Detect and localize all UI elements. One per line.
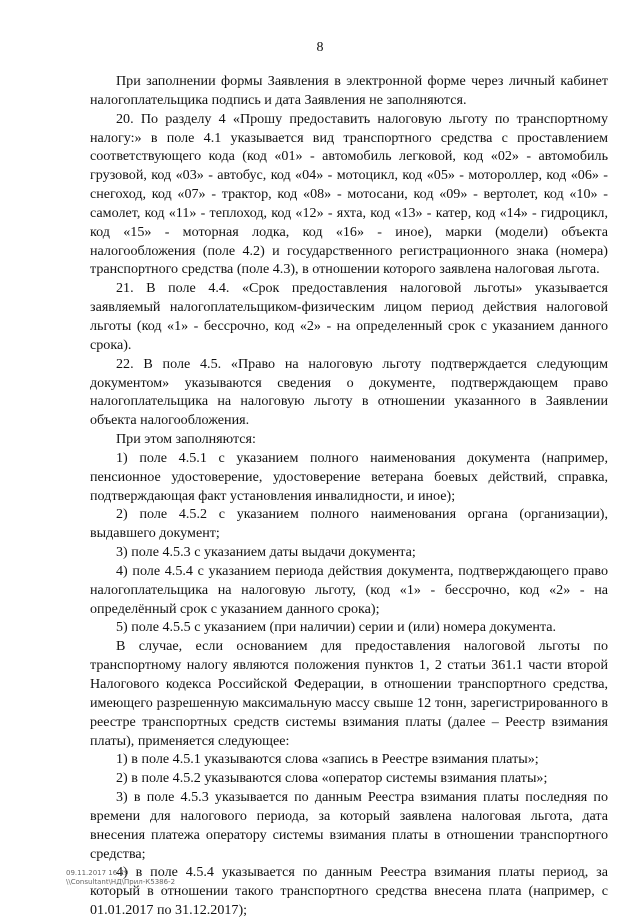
list-item-field-4-5-4: 4) поле 4.5.4 с указанием периода действия документа, подтверждающего право налогоплательщика на налоговую льготу, (код «1» - бессрочно, код «2» - на определённый срок с указанием данного срока); — [90, 562, 608, 617]
list-item-field-4-5-5: 5) поле 4.5.5 с указанием (при наличии) серии и (или) номера документа. — [116, 619, 557, 636]
list-item-registry-field-4-5-2: 2) в поле 4.5.2 указываются слова «оператор системы взимания платы»; — [116, 770, 548, 787]
footer-file-path: \\Consultant\НД\Прил-К5386-2 — [66, 878, 176, 886]
paragraph-item-22: 22. В поле 4.5. «Право на налоговую льготу подтверждается следующим документом» указываются сведения о документе, подтверждающем право налогоплательщика на налоговую льготу в отношении указанного в Заявлении объекта налогообложения. — [90, 355, 608, 429]
paragraph-item-21: 21. В поле 4.4. «Срок предоставления налоговой льготы» указывается заявляемый налогоплательщиком-физическим лицом период действия налоговой льготы (код «1» - бессрочно, код «2» - на определенный срок с указанием данного срока). — [90, 280, 608, 353]
paragraph-item-20: 20. По разделу 4 «Прошу предоставить налоговую льготу по транспортному налогу:» в поле 4.1 указывается вид транспортного средства с проставлением соответствующего кода (код «01» - автомобиль легковой, код «02» - автомобиль грузовой, код «03» - автобус, код «04» - мотоцикл, код «05» - мотороллер, код «06» - снегоход, код «07» - трактор, код «08» - мотосани, код «09» - вертолет, код «10» - самолет, код «11» - теплоход, код «12» - яхта, код «13» - катер, код «14» - гидроцикл, код «15» - моторная лодка, код «16» - иное), марки (модели) объекта налогообложения (поле 4.2) и государственного регистрационного знака (номера) транспортного средства (поле 4.3), в отношении которого заявлена налоговая льгота. — [90, 110, 608, 278]
paragraph-electronic-form-note: При заполнении формы Заявления в электронной форме через личный кабинет налогоплательщика подпись и дата Заявления не заполняются. — [90, 73, 608, 108]
footer-timestamp: 09.11.2017 16:29 — [66, 869, 129, 877]
paragraph-toll-registry-case: В случае, если основанием для предоставления налоговой льготы по транспортному налогу являются положения пунктов 1, 2 статьи 361.1 части второй Налогового кодекса Российской Федерации, в отношении транспортного средства, имеющего разрешенную максимальную массу свыше 12 тонн, зарегистрированного в реестре транспортных средств системы взимания платы (далее – Реестр взимания платы), применяется следующее: — [90, 638, 608, 749]
list-item-registry-field-4-5-4: 4) в поле 4.5.4 указывается по данным Реестра взимания платы период, за который в отношении такого транспортного средства внесена плата (например, с 01.01.2017 по 31.12.2017); — [90, 864, 608, 919]
list-item-registry-field-4-5-1: 1) в поле 4.5.1 указываются слова «запись в Реестре взимания платы»; — [116, 751, 539, 768]
list-item-registry-field-4-5-3: 3) в поле 4.5.3 указывается по данным Реестра взимания платы последняя по времени для налогового периода, за который заявлена налоговая льгота, дата внесения платежа оператору системы взимания платы в отношении транспортного средства; — [90, 789, 608, 862]
document-footer — [66, 869, 175, 887]
page-number: 8 — [316, 40, 324, 55]
document-body — [90, 72, 608, 920]
paragraph-filled-fields-intro: При этом заполняются: — [116, 431, 256, 448]
list-item-field-4-5-2: 2) поле 4.5.2 с указанием полного наименования органа (организации), выдавшего документ; — [90, 506, 608, 542]
list-item-field-4-5-3: 3) поле 4.5.3 с указанием даты выдачи документа; — [116, 544, 416, 561]
list-item-field-4-5-1: 1) поле 4.5.1 с указанием полного наименования документа (например, пенсионное удостоверение, удостоверение ветерана боевых действий, справка, подтверждающая факт установления инвалидности, и иное); — [90, 449, 608, 504]
